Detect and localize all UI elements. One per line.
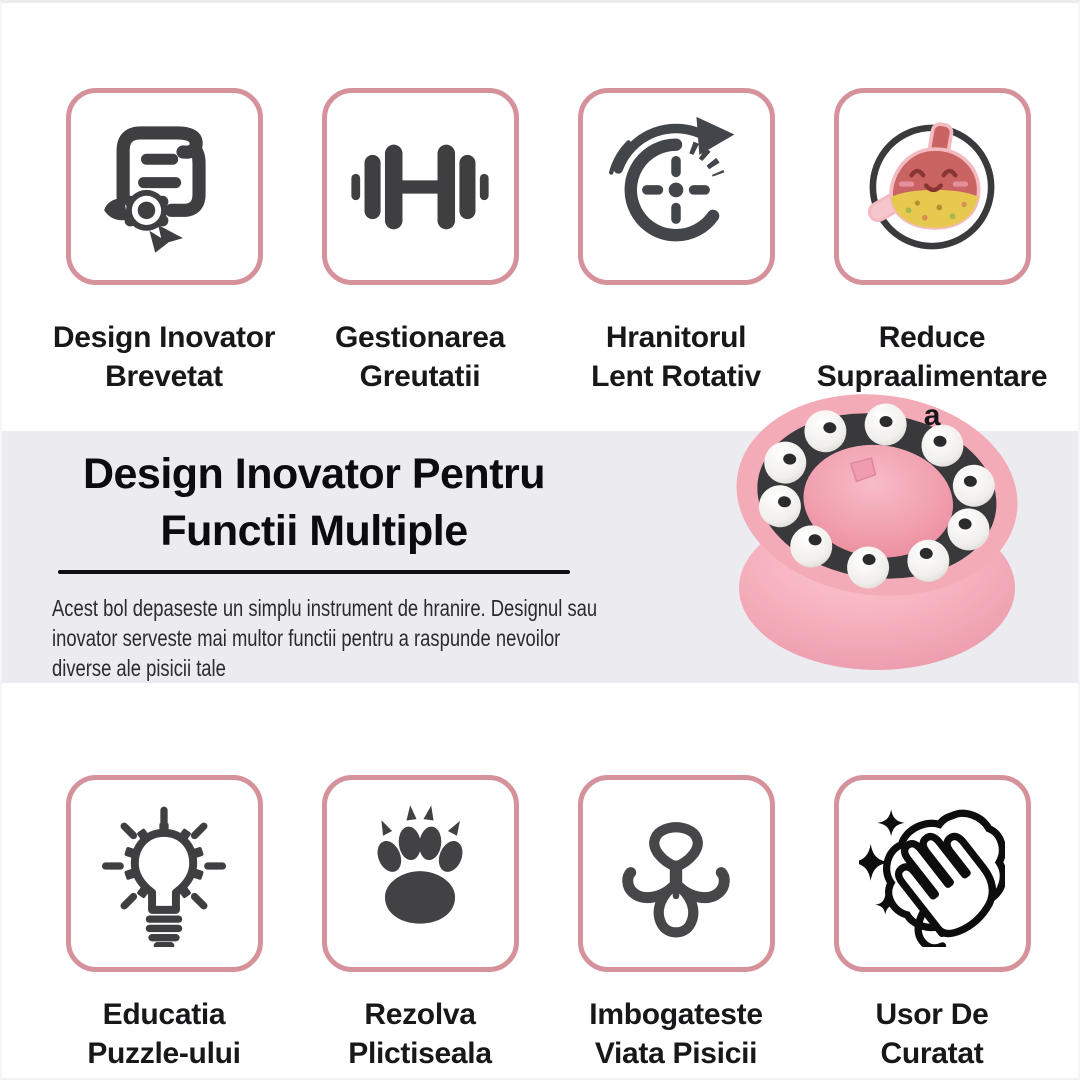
banner-body: Acest bol depaseste un simplu instrument de hranire. Designul sau inovator serveste mai multor functii pentru a raspunde nevoilor diverse ale pisicii tale bbox=[52, 595, 598, 681]
feature-enriches-cat-life bbox=[548, 775, 804, 1073]
feature-slow-rotating-feeder bbox=[548, 88, 804, 435]
stomach-icon bbox=[859, 114, 1005, 260]
title-underline bbox=[58, 570, 570, 574]
feature-label: Imbogateste Viata Pisicii bbox=[589, 998, 763, 1070]
feature-patented-design bbox=[36, 88, 292, 435]
feature-row-bottom bbox=[36, 775, 1060, 1073]
lightbulb-gear-icon bbox=[91, 801, 237, 947]
feature-easy-to-clean bbox=[804, 775, 1060, 1073]
feature-card bbox=[66, 775, 263, 972]
feature-card bbox=[834, 88, 1031, 285]
feature-card bbox=[66, 88, 263, 285]
feature-card bbox=[322, 88, 519, 285]
hand-wipe-sparkle-icon bbox=[859, 801, 1005, 947]
feature-label: Reduce Supraalimentare a bbox=[816, 321, 1048, 432]
feature-card bbox=[322, 775, 519, 972]
rotating-timer-icon bbox=[603, 114, 749, 260]
feature-row-top bbox=[36, 88, 1060, 435]
certificate-icon bbox=[91, 114, 237, 260]
feature-card bbox=[578, 88, 775, 285]
feature-label: Design Inovator Brevetat bbox=[52, 321, 276, 393]
feature-reduce-overeating bbox=[804, 88, 1060, 435]
feature-label: Usor De Curatat bbox=[875, 998, 989, 1070]
dumbbell-icon bbox=[347, 114, 493, 260]
feature-solves-boredom bbox=[292, 775, 548, 1073]
banner-title: Design Inovator Pentru Functii Multiple bbox=[82, 450, 546, 555]
banner-content bbox=[0, 431, 628, 683]
feature-card bbox=[834, 775, 1031, 972]
feature-puzzle-education bbox=[36, 775, 292, 1073]
feature-card bbox=[578, 775, 775, 972]
feature-label: Hranitorul Lent Rotativ bbox=[591, 321, 761, 393]
feature-label: Educatia Puzzle-ului bbox=[87, 998, 241, 1070]
paw-print-icon bbox=[347, 801, 493, 947]
feature-label: Rezolva Plictiseala bbox=[348, 998, 492, 1070]
feature-label: Gestionarea Greutatii bbox=[334, 321, 506, 393]
feature-weight-management bbox=[292, 88, 548, 435]
cat-figure-icon bbox=[603, 801, 749, 947]
